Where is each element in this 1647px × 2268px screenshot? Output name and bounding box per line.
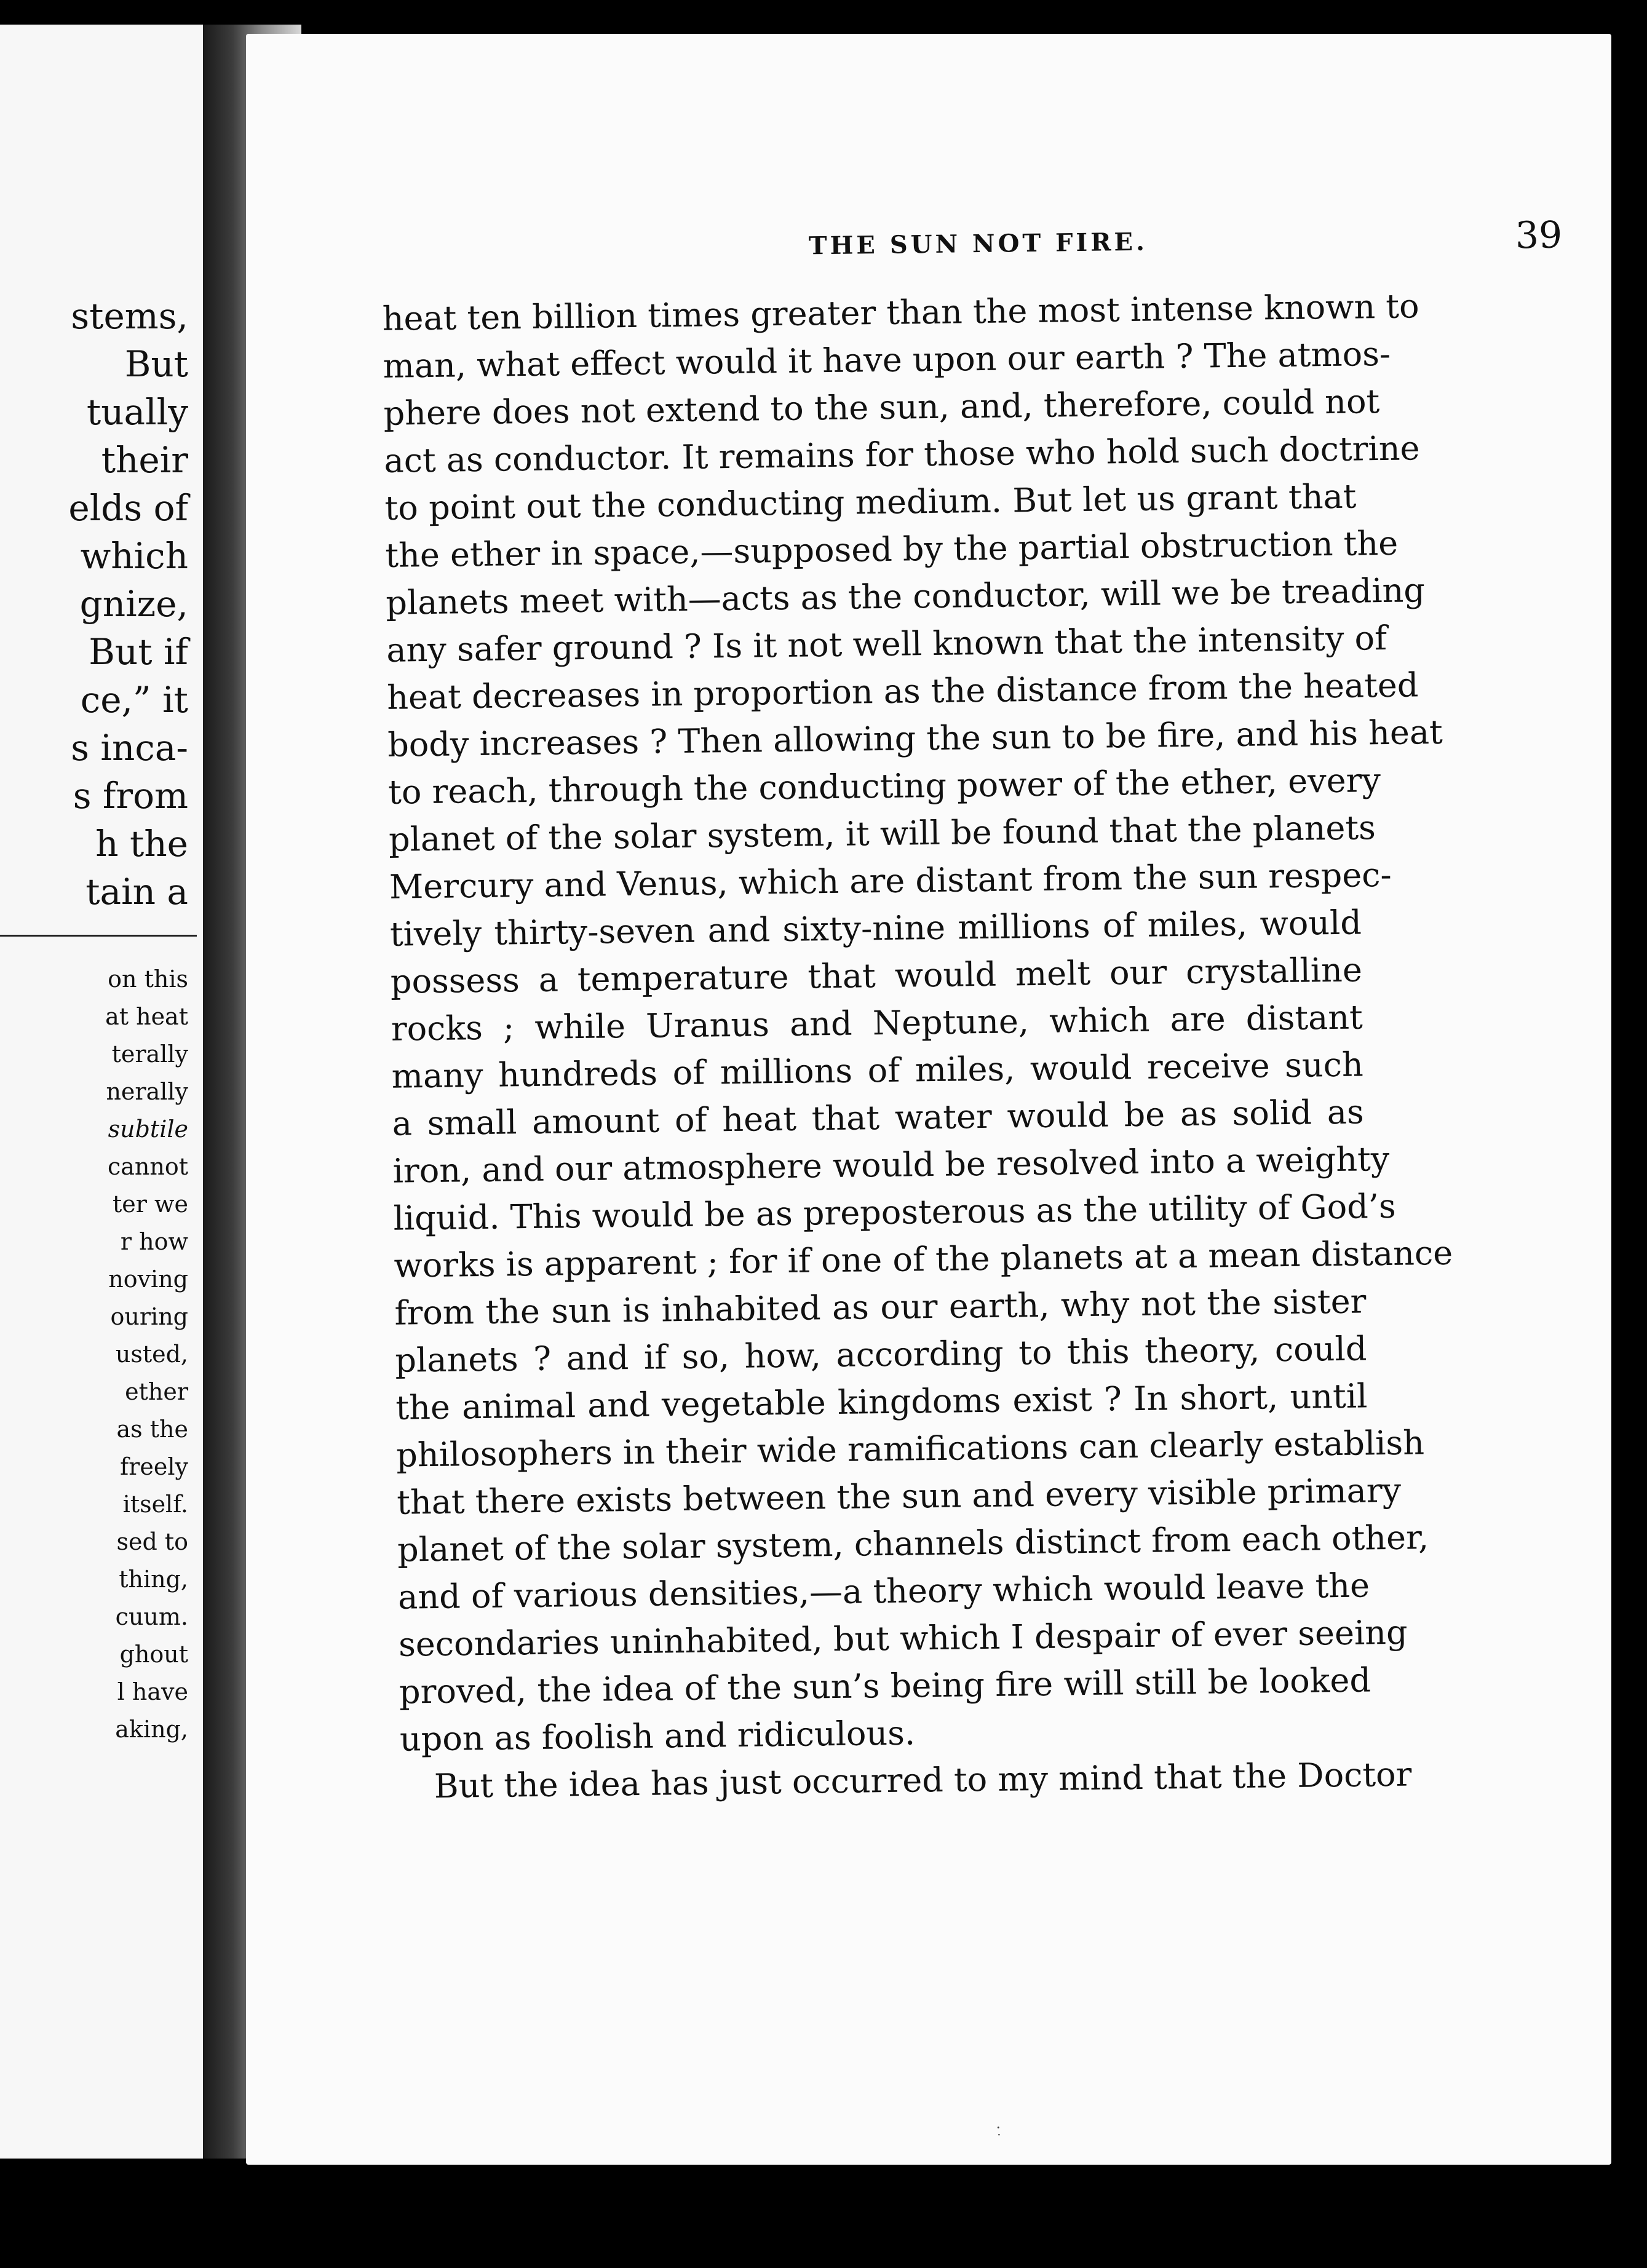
text-line: act as conductor. It remains for those who hold such doctrine [384, 429, 1420, 480]
left-footnote-fragment: nerally [106, 1078, 188, 1105]
right-page [246, 34, 1611, 2165]
text-line: planets meet with—acts as the conductor, will we be treading [386, 571, 1426, 622]
left-footnote-fragment: thing, [119, 1566, 188, 1593]
print-speck: ·ٜ [996, 2119, 1001, 2137]
left-text-fragment: gnize, [79, 583, 188, 625]
left-footnote-fragment: l have [117, 1678, 188, 1705]
left-footnote-fragment: r how [120, 1228, 188, 1255]
text-line: the animal and vegetable kingdoms exist ? In short, until [395, 1376, 1368, 1427]
text-line: philosophers in their wide ramifications can clearly establish [395, 1423, 1425, 1475]
body-text [382, 284, 1453, 1810]
text-line: Mercury and Venus, which are distant from the sun respec- [389, 855, 1392, 906]
left-text-fragment: which [80, 535, 188, 577]
left-footnote-fragment: freely [120, 1453, 188, 1480]
text-line: from the sun is inhabited as our earth, why not the sister [394, 1282, 1367, 1333]
text-line: proved, the idea of the sun’s being fire will still be looked [399, 1660, 1371, 1711]
left-footnote-fragment: cuum. [115, 1603, 188, 1630]
text-line: man, what effect would it have upon our earth ? The atmos- [383, 334, 1391, 386]
left-footnote-fragment: aking, [115, 1716, 188, 1743]
left-text-fragment: h the [95, 823, 188, 865]
text-line: a small amount of heat that water would be as solid as [392, 1092, 1365, 1143]
left-footnote-fragment: at heat [105, 1003, 188, 1030]
text-line: planets ? and if so, how, according to this theory, could [395, 1329, 1367, 1380]
text-line: any safer ground ? Is it not well known that the intensity of [386, 618, 1387, 670]
left-text-fragment: But if [89, 631, 188, 673]
left-text-fragment: s from [73, 775, 188, 817]
left-footnote-fragment: on this [108, 965, 188, 993]
left-text-fragment: ce,” it [80, 679, 188, 721]
text-line: the ether in space,—supposed by the partial obstruction the [385, 523, 1399, 575]
text-line: body increases ? Then allowing the sun to be fire, and his heat [387, 712, 1443, 764]
text-line: rocks ; while Uranus and Neptune, which are distant [391, 997, 1363, 1049]
text-line: to point out the conducting medium. But let us grant that [384, 477, 1357, 528]
running-head [375, 213, 1581, 274]
footnote-rule [0, 935, 197, 937]
page-number: 39 [1515, 213, 1563, 258]
text-line: upon as foolish and ridiculous. [399, 1713, 916, 1759]
left-text-fragment: s inca- [71, 727, 188, 769]
left-page [0, 25, 203, 2159]
left-footnote-fragment: noving [108, 1266, 188, 1293]
left-text-fragment: stems, [71, 295, 188, 337]
text-line: possess a temperature that would melt our crystalline [390, 950, 1363, 1001]
text-line: heat ten billion times greater than the most intense known to [382, 287, 1419, 338]
left-footnote-fragment: as the [116, 1416, 188, 1443]
left-footnote-fragment: ter we [112, 1191, 188, 1218]
page-content [375, 213, 1581, 1806]
left-text-fragment: their [101, 439, 188, 481]
text-line: phere does not extend to the sun, and, therefore, could not [383, 382, 1380, 433]
left-footnote-fragment: ghout [119, 1641, 188, 1668]
left-text-fragment: tain a [85, 871, 188, 913]
running-head-title: THE SUN NOT FIRE. [808, 227, 1148, 261]
left-footnote-fragment: subtile [108, 1116, 188, 1143]
text-line: many hundreds of millions of miles, would receive such [391, 1045, 1364, 1096]
left-footnote-fragment: ether [125, 1378, 188, 1405]
text-line: tively thirty-seven and sixty-nine millions of miles, would [389, 903, 1362, 954]
left-footnote-fragment: sed to [116, 1528, 188, 1555]
text-line: to reach, through the conducting power of the ether, every [387, 761, 1381, 812]
text-line: and of various densities,—a theory which would leave the [397, 1566, 1370, 1617]
text-line: works is apparent ; for if one of the planets at a mean distance [394, 1233, 1453, 1285]
text-line: that there exists between the sun and every visible primary [396, 1470, 1402, 1522]
text-line: But the idea has just occurred to my mind that the Doctor [434, 1755, 1412, 1806]
left-footnote-fragment: cannot [107, 1153, 188, 1180]
text-line: secondaries uninhabited, but which I despair of ever seeing [398, 1612, 1408, 1664]
text-line: iron, and our atmosphere would be resolved into a weighty [392, 1139, 1390, 1191]
text-line: liquid. This would be as preposterous as the utility of God’s [393, 1186, 1397, 1238]
text-line: heat decreases in proportion as the distance from the heated [386, 665, 1419, 717]
left-text-fragment: tually [86, 391, 188, 433]
left-footnote-fragment: ouring [110, 1303, 188, 1330]
left-footnote-fragment: itself. [122, 1491, 188, 1518]
left-text-fragment: elds of [68, 487, 188, 529]
left-footnote-fragment: terally [111, 1041, 188, 1068]
text-line: planet of the solar system, it will be found that the planets [388, 808, 1376, 859]
text-line: planet of the solar system, channels distinct from each other, [397, 1518, 1429, 1569]
left-text-fragment: But [124, 343, 188, 385]
left-footnote-fragment: usted, [115, 1341, 188, 1368]
